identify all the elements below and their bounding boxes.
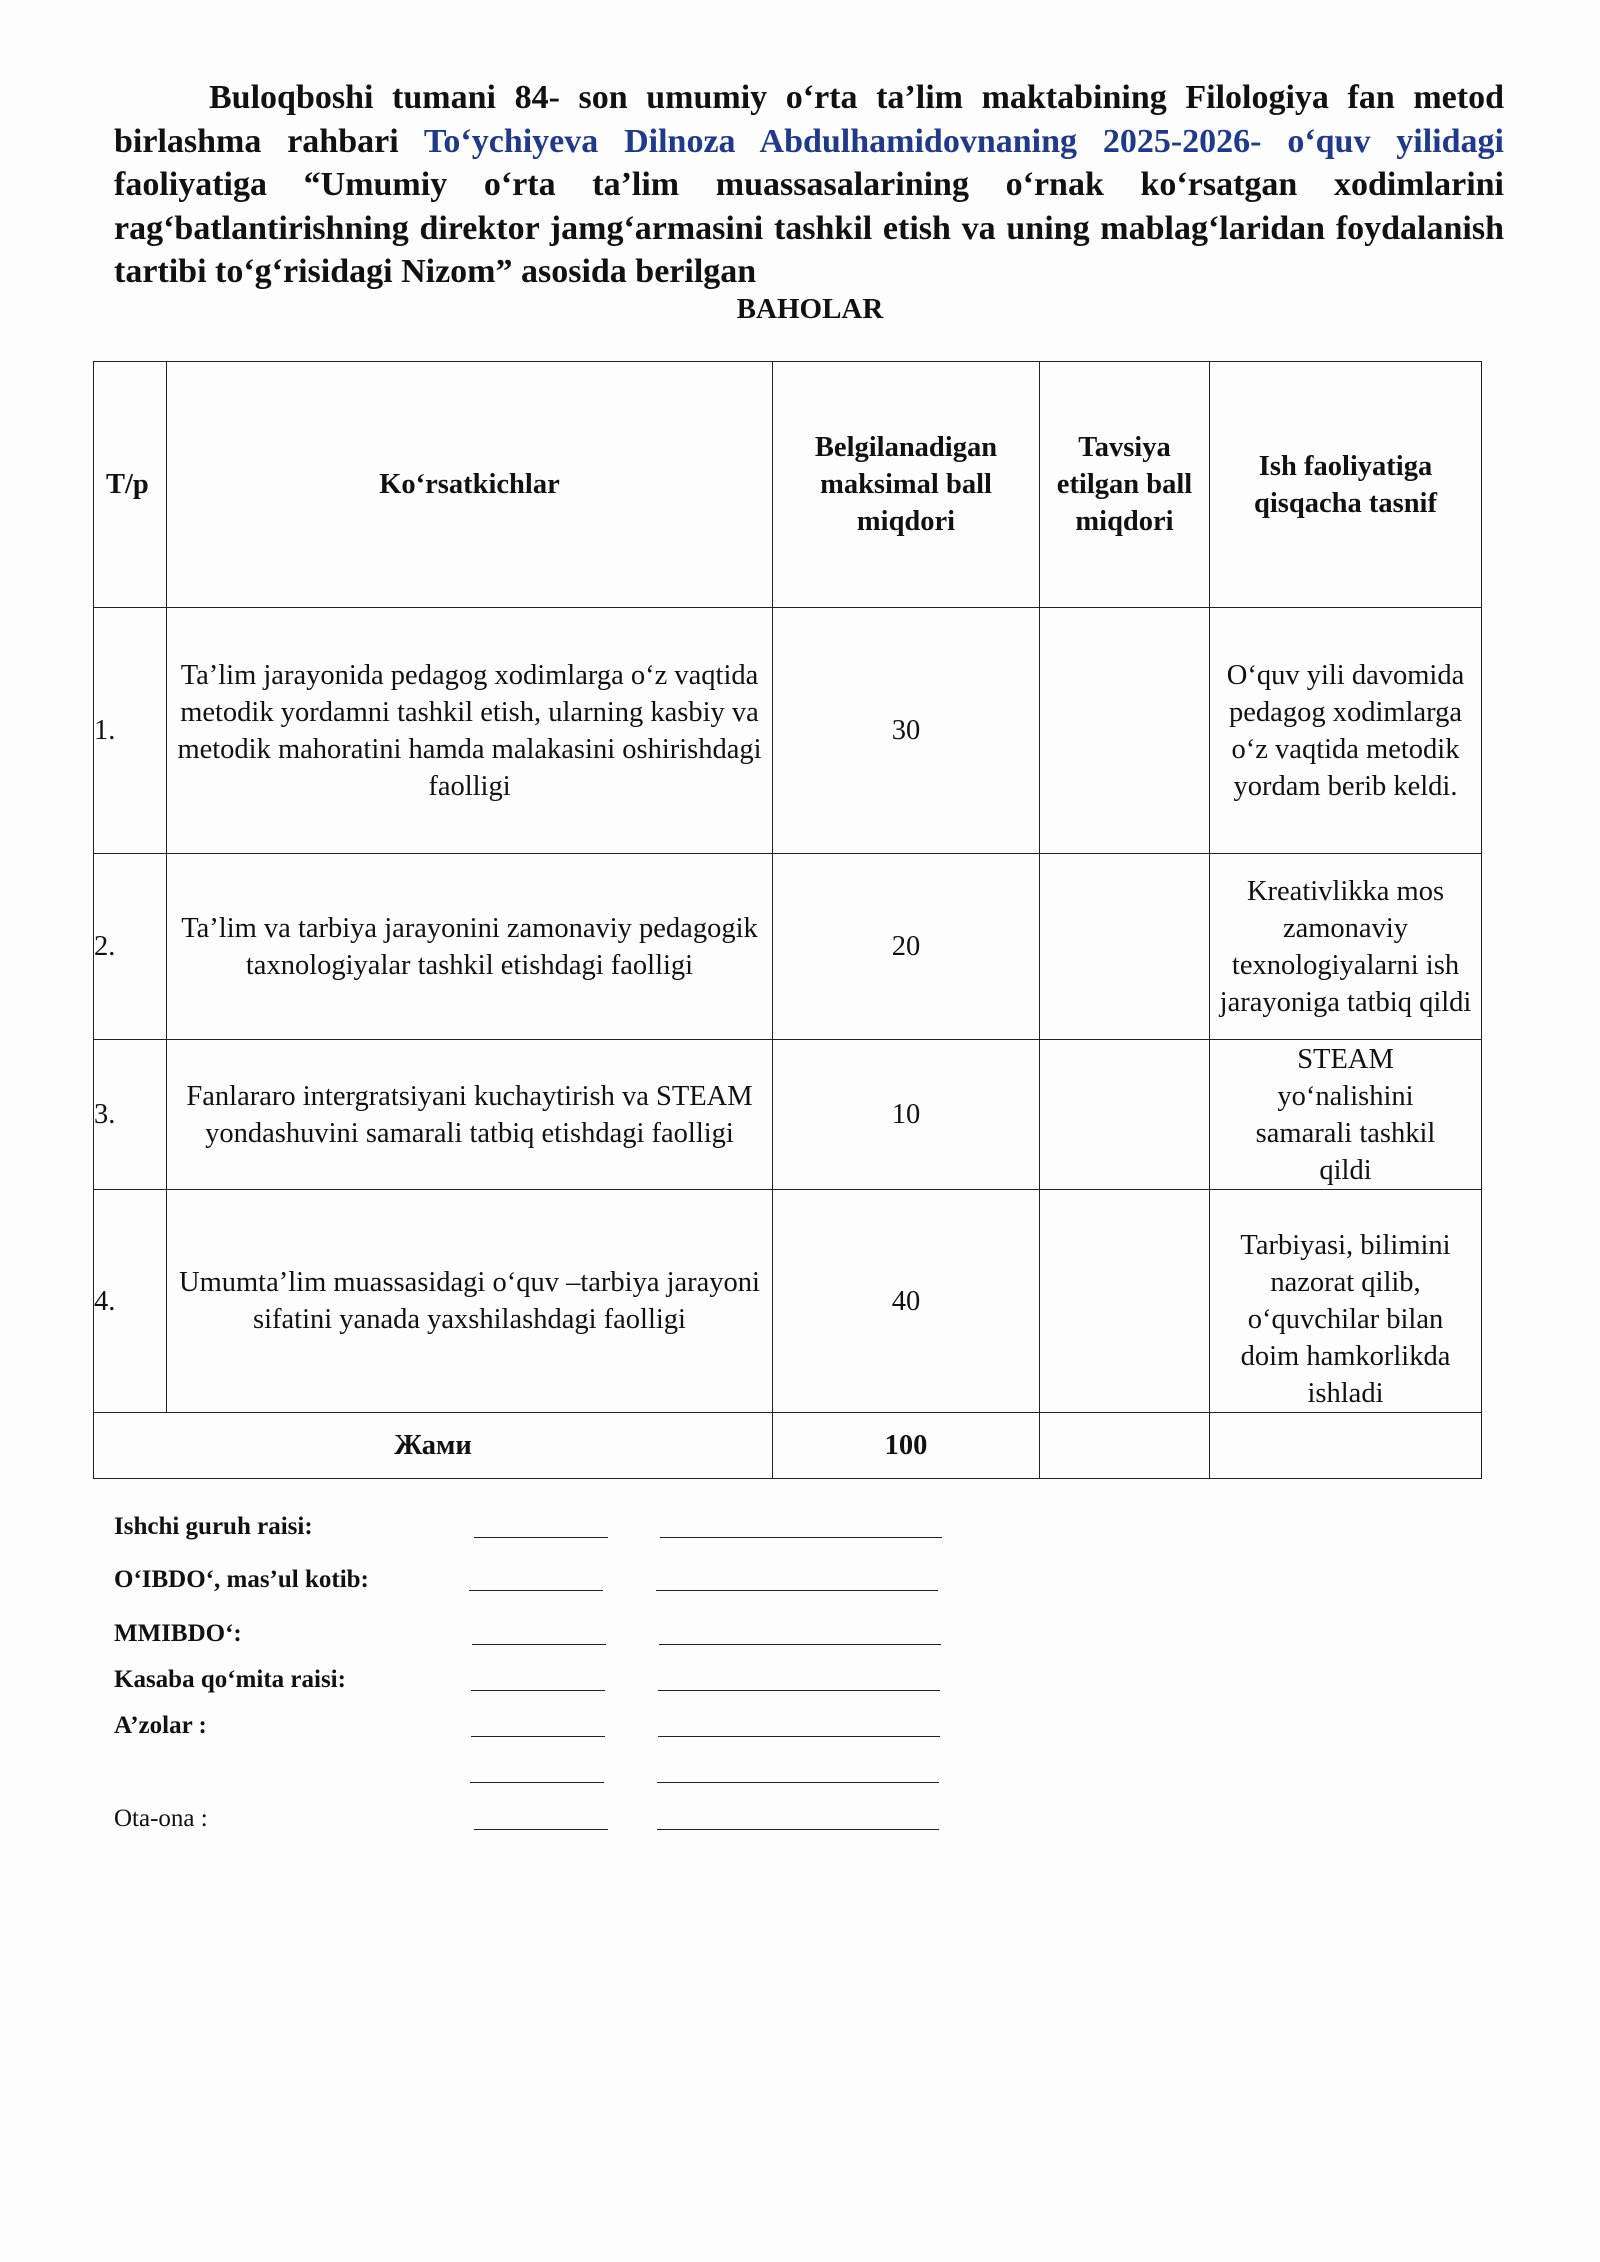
table-row (94, 608, 1482, 854)
row-recommended-score (1040, 1190, 1210, 1413)
intro-paragraph (114, 76, 1504, 294)
document-heading: BAHOLAR (736, 293, 884, 325)
name-line (656, 1590, 938, 1591)
row-indicator: Fanlararo intergratsiyani kuchaytirish va STEAM yondashuvini samarali tatbiq etishdagi faolligi (167, 1040, 773, 1190)
row-max-score: 40 (773, 1190, 1040, 1413)
header-description: Ish faoliyatiga qisqacha tasnif (1210, 362, 1482, 608)
row-recommended-score (1040, 608, 1210, 854)
signature-label: Ishchi guruh raisi: (114, 1513, 313, 1540)
signature-row (114, 1712, 1414, 1746)
row-max-score: 20 (773, 854, 1040, 1040)
header-recommended: Tavsiya etilgan ball miqdori (1040, 362, 1210, 608)
signature-line (471, 1690, 605, 1691)
name-line (659, 1644, 941, 1645)
intro-highlight-name: Toʻychiyeva Dilnoza Abdulhamidovnaning 2025-2026- oʻquv yilidagi (423, 122, 1504, 160)
header-num: T/p (94, 362, 167, 608)
table-row (94, 1190, 1482, 1413)
signature-row (114, 1513, 1414, 1547)
total-recommended (1040, 1413, 1210, 1479)
table-header-row (94, 362, 1482, 608)
row-num: 1. (94, 608, 167, 854)
signature-label: OʻIBDOʻ, mas’ul kotib: (114, 1566, 369, 1593)
row-description: Tarbiyasi, bilimini nazorat qilib, oʻquvchilar bilan doim hamkorlikda ishladi (1210, 1190, 1482, 1413)
row-max-score: 10 (773, 1040, 1040, 1190)
name-line (658, 1736, 940, 1737)
row-description: STEAM yoʻnalishini samarali tashkil qildi (1210, 1040, 1482, 1190)
intro-part-1: Buloqboshi tumani 84- son umumiy oʻrta ta’lim maktabining Filologiya fan metod birlashma rahbari (114, 79, 1504, 160)
signature-label: A’zolar : (114, 1712, 207, 1739)
total-value: 100 (773, 1413, 1040, 1479)
row-max-score: 30 (773, 608, 1040, 854)
name-line (657, 1782, 939, 1783)
header-max: Belgilanadigan maksimal ball miqdori (773, 362, 1040, 608)
row-recommended-score (1040, 1040, 1210, 1190)
row-num: 2. (94, 854, 167, 1040)
signature-label: Kasaba qoʻmita raisi: (114, 1666, 346, 1693)
signature-row (114, 1566, 1414, 1600)
signature-row (114, 1758, 1414, 1792)
signature-row (114, 1620, 1414, 1654)
signature-line (472, 1644, 606, 1645)
signature-label: Ota-ona : (114, 1805, 208, 1832)
table-row (94, 854, 1482, 1040)
row-indicator: Ta’lim va tarbiya jarayonini zamonaviy pedagogik taxnologiyalar tashkil etishdagi faolligi (167, 854, 773, 1040)
name-line (657, 1829, 939, 1830)
signature-row (114, 1666, 1414, 1700)
intro-part-2: faoliyatiga “Umumiy oʻrta ta’lim muassasalarining oʻrnak koʻrsatgan xodimlarini ragʻbatlantirishning direktor jamgʻarmasini tashkil etish va uning mablagʻlaridan foydalanish tartibi toʻgʻrisidagi Nizom” asosida berilgan (114, 166, 1504, 290)
row-indicator: Umumta’lim muassasidagi oʻquv –tarbiya jarayoni sifatini yanada yaxshilashdagi faolligi (167, 1190, 773, 1413)
row-description: Oʻquv yili davomida pedagog xodimlarga oʻz vaqtida metodik yordam berib keldi. (1210, 608, 1482, 854)
signature-line (474, 1829, 608, 1830)
total-label: Жами (94, 1413, 773, 1479)
header-indicator: Koʻrsatkichlar (167, 362, 773, 608)
row-indicator: Ta’lim jarayonida pedagog xodimlarga oʻz vaqtida metodik yordamni tashkil etish, ularning kasbiy va metodik mahoratini hamda malakasini oshirishdagi faolligi (167, 608, 773, 854)
name-line (660, 1537, 942, 1538)
signature-label: MMIBDOʻ: (114, 1620, 242, 1647)
signature-line (470, 1782, 604, 1783)
signature-line (471, 1736, 605, 1737)
table-total-row (94, 1413, 1482, 1479)
signature-line (469, 1590, 603, 1591)
row-description: Kreativlikka mos zamonaviy texnologiyalarni ish jarayoniga tatbiq qildi (1210, 854, 1482, 1040)
row-num: 4. (94, 1190, 167, 1413)
name-line (658, 1690, 940, 1691)
row-num: 3. (94, 1040, 167, 1190)
table-row (94, 1040, 1482, 1190)
grades-table (93, 361, 1482, 1479)
signature-line (474, 1537, 608, 1538)
row-recommended-score (1040, 854, 1210, 1040)
signature-row (114, 1805, 1414, 1839)
total-description (1210, 1413, 1482, 1479)
